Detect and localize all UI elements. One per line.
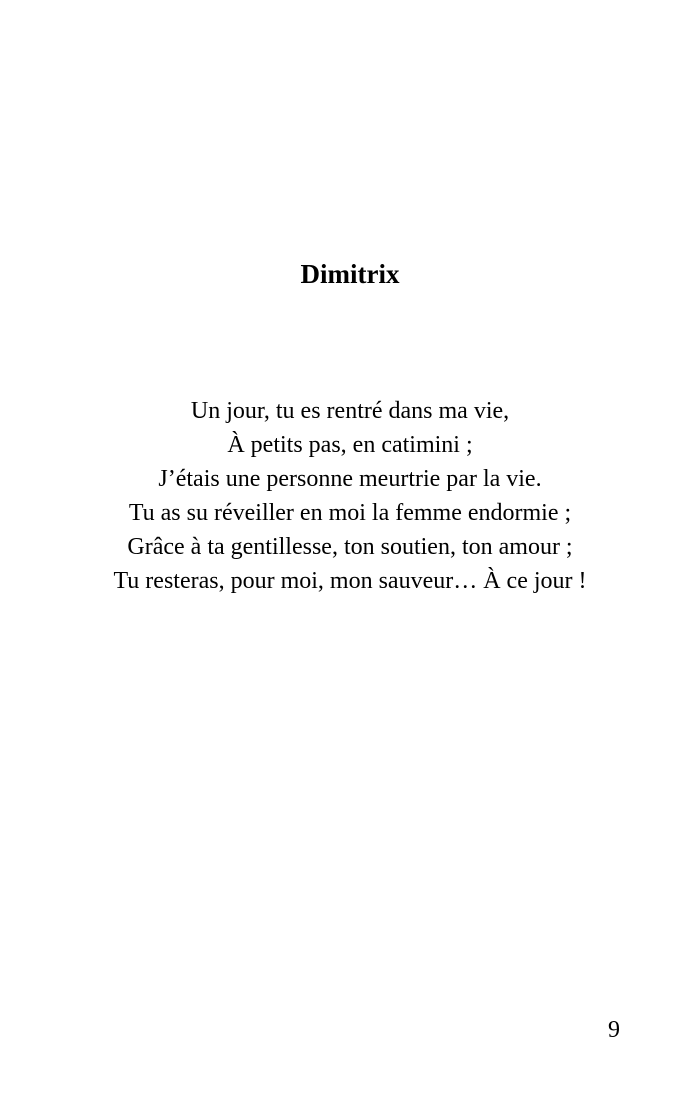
poem-line: Tu resteras, pour moi, mon sauveur… À ce jour ! [113, 568, 587, 594]
page-number: 9 [608, 1017, 620, 1043]
poem-line: Tu as su réveiller en moi la femme endormie ; [128, 500, 572, 526]
poem-line: J’étais une personne meurtrie par la vie. [158, 466, 542, 492]
poem-line: Un jour, tu es rentré dans ma vie, [190, 398, 510, 424]
poem-body [0, 394, 700, 598]
poem-line: Grâce à ta gentillesse, ton soutien, ton amour ; [127, 534, 573, 560]
poem-title: Dimitrix [300, 259, 400, 289]
poem-line: À petits pas, en catimini ; [227, 432, 473, 458]
